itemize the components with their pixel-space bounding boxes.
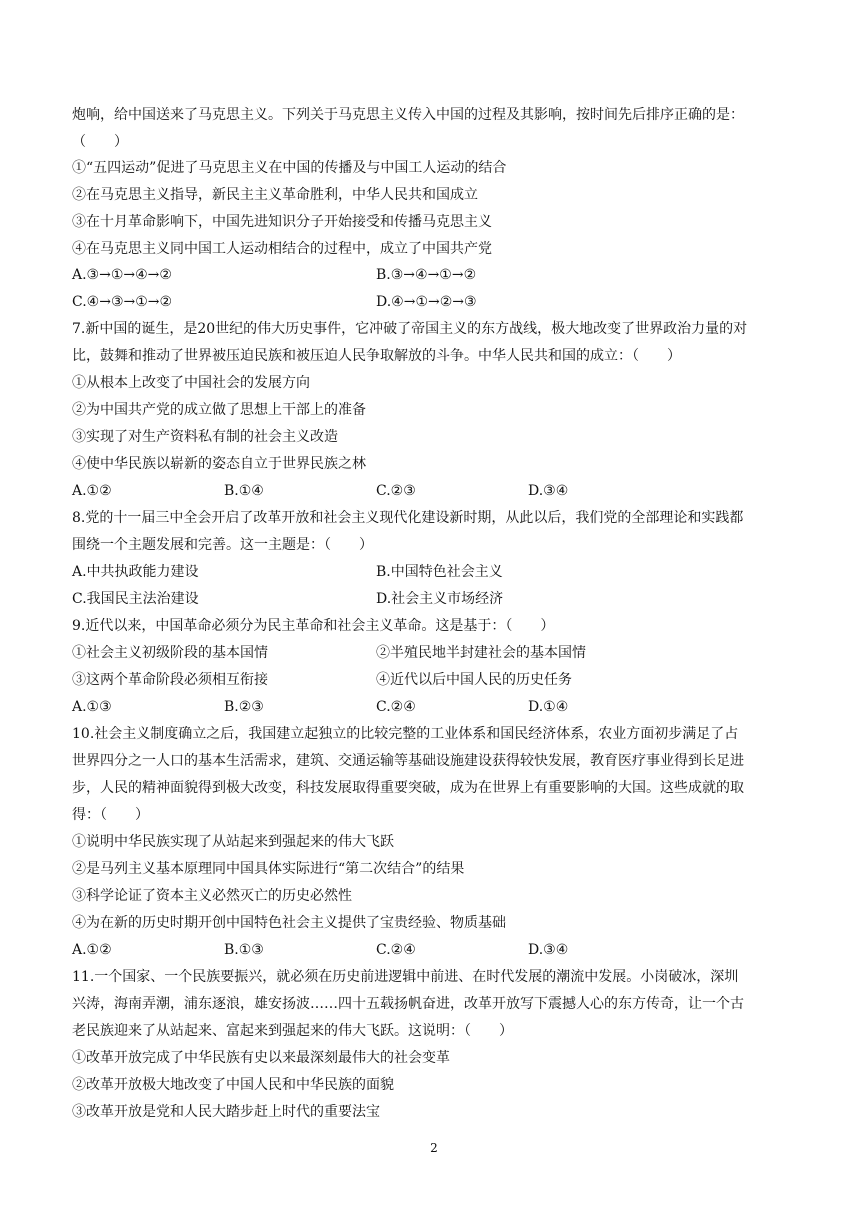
question-9: 9.近代以来，中国革命必须分为民主革命和社会主义革命。这是基于：（ ） [72, 618, 555, 634]
option-d: D.③④ [528, 483, 569, 499]
option-d: D.社会主义市场经济 [376, 591, 504, 607]
option-c: C.④→③→①→② [72, 294, 173, 310]
option-a: A.①② [72, 483, 112, 499]
text-line: 比，鼓舞和推动了世界被压迫民族和被压迫人民争取解放的斗争。中华人民共和国的成立：（ ） [72, 348, 681, 364]
question-8: 8.党的十一届三中全会开启了改革开放和社会主义现代化建设新时期，从此以后，我们党的全部理论和实践都 [72, 510, 744, 526]
text-line: ②改革开放极大地改变了中国人民和中华民族的面貌 [72, 1077, 394, 1093]
text-line: （ ） [72, 134, 128, 150]
question-11: 11.一个国家、一个民族要振兴，就必须在历史前进逻辑中前进、在时代发展的潮流中发展。小岗破冰，深圳 [72, 969, 739, 985]
text-line: ③改革开放是党和人民大踏步赶上时代的重要法宝 [72, 1104, 380, 1120]
option-a: A.①② [72, 942, 112, 958]
option-a: A.中共执政能力建设 [72, 564, 199, 580]
text-line: ④为在新的历史时期开创中国特色社会主义提供了宝贵经验、物质基础 [72, 915, 506, 931]
text-line: 兴涛，海南弄潮，浦东逐浪，雄安扬波……四十五载扬帆奋进，改革开放写下震撼人心的东方传奇，让一个古 [72, 996, 744, 1012]
option-c: C.②③ [376, 483, 416, 499]
option-b: B.中国特色社会主义 [376, 564, 503, 580]
option-c: C.②④ [376, 942, 416, 958]
text-line: ③在十月革命影响下，中国先进知识分子开始接受和传播马克思主义 [72, 214, 492, 230]
option-a: A.③→①→④→② [72, 267, 172, 283]
text-line: ②为中国共产党的成立做了思想上干部上的准备 [72, 402, 366, 418]
text-line: 得：（ ） [72, 807, 149, 823]
text-line: ①改革开放完成了中华民族有史以来最深刻最伟大的社会变革 [72, 1050, 450, 1066]
statement-item: ①社会主义初级阶段的基本国情 [72, 645, 268, 661]
statement-item: ③这两个革命阶段必须相互衔接 [72, 672, 268, 688]
statement-item: ④近代以后中国人民的历史任务 [376, 672, 572, 688]
text-line: 步，人民的精神面貌得到极大改变，科技发展取得重要突破，成为在世界上有重要影响的大国。这些成就的取 [72, 780, 744, 796]
text-line: ④在马克思主义同中国工人运动相结合的过程中，成立了中国共产党 [72, 241, 492, 257]
text-line: 炮响，给中国送来了马克思主义。下列关于马克思主义传入中国的过程及其影响，按时间先后排序正确的是： [72, 107, 744, 123]
text-line: 世界四分之一人口的基本生活需求，建筑、交通运输等基础设施建设获得较快发展，教育医疗事业得到长足进 [72, 753, 744, 769]
page-number: 2 [430, 1141, 438, 1155]
text-line: ②是马列主义基本原理同中国具体实际进行“第二次结合”的结果 [72, 861, 465, 877]
question-7: 7.新中国的诞生，是20世纪的伟大历史事件，它冲破了帝国主义的东方战线，极大地改变了世界政治力量的对 [72, 321, 748, 337]
option-d: D.④→①→②→③ [376, 294, 477, 310]
text-line: ①说明中华民族实现了从站起来到强起来的伟大飞跃 [72, 834, 394, 850]
text-line: 围绕一个主题发展和完善。这一主题是：（ ） [72, 537, 373, 553]
text-line: 老民族迎来了从站起来、富起来到强起来的伟大飞跃。这说明：（ ） [72, 1023, 513, 1039]
text-line: ③实现了对生产资料私有制的社会主义改造 [72, 429, 338, 445]
option-b: B.①④ [224, 483, 264, 499]
statement-item: ②半殖民地半封建社会的基本国情 [376, 645, 586, 661]
text-line: ④使中华民族以崭新的姿态自立于世界民族之林 [72, 456, 366, 472]
question-10: 10.社会主义制度确立之后，我国建立起独立的比较完整的工业体系和国民经济体系，农业方面初步满足了占 [72, 726, 739, 742]
option-c: C.我国民主法治建设 [72, 591, 199, 607]
option-b: B.②③ [224, 699, 264, 715]
text-line: ①“五四运动”促进了马克思主义在中国的传播及与中国工人运动的结合 [72, 160, 507, 176]
option-d: D.①④ [528, 699, 569, 715]
option-b: B.③→④→①→② [376, 267, 477, 283]
text-line: ①从根本上改变了中国社会的发展方向 [72, 375, 310, 391]
text-line: ③科学论证了资本主义必然灭亡的历史必然性 [72, 888, 352, 904]
text-line: ②在马克思主义指导，新民主主义革命胜利，中华人民共和国成立 [72, 187, 478, 203]
option-a: A.①③ [72, 699, 112, 715]
option-c: C.②④ [376, 699, 416, 715]
option-d: D.③④ [528, 942, 569, 958]
option-b: B.①③ [224, 942, 264, 958]
